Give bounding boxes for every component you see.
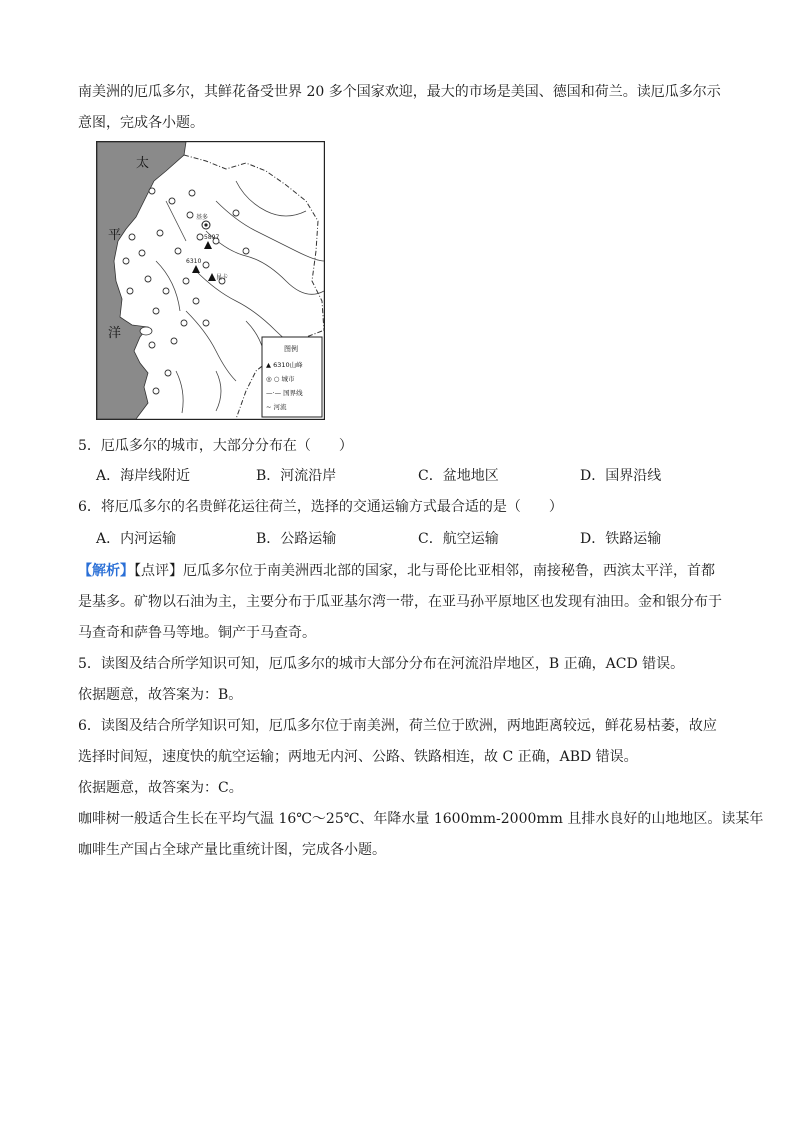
q5-option-c[interactable]: C．盆地地区 <box>418 468 499 484</box>
intro-line-2: 意图，完成各小题。 <box>78 115 204 131</box>
answer-5-explanation: 5．读图及结合所学知识可知，厄瓜多尔的城市大部分分布在河流沿岸地区，B 正确，ACD 错误。 <box>78 656 685 672</box>
q5-option-b[interactable]: B．河流沿岸 <box>256 468 337 484</box>
answer-6-explanation-1: 6．读图及结合所学知识可知，厄瓜多尔位于南美洲，荷兰位于欧洲，两地距离较远，鲜花易枯萎，故应 <box>78 718 717 734</box>
ocean-char-2: 平 <box>108 228 122 243</box>
legend-item-border: —·— 国界线 <box>266 389 303 397</box>
analysis-line-2: 是基多。矿物以石油为主，主要分布于瓜亚基尔湾一带，在亚马孙平原地区也发现有油田。金和银分布于 <box>78 594 722 610</box>
ecuador-map <box>96 141 325 420</box>
city-label-quito: 基多 <box>196 214 209 221</box>
intro-line-1: 南美洲的厄瓜多尔，其鲜花备受世界 20 多个国家欢迎，最大的市场是美国、德国和荷兰。读厄瓜多尔示 <box>78 84 721 100</box>
city-label-cuenca: 昆卡 <box>216 274 229 281</box>
coffee-intro-line-2: 咖啡生产国占全球产量比重统计图，完成各小题。 <box>78 842 386 858</box>
q6-option-b[interactable]: B．公路运输 <box>256 531 337 547</box>
peak-label-1: 5897 <box>204 234 220 241</box>
map-legend <box>262 337 322 417</box>
comment-tag: 【点评】 <box>134 563 183 579</box>
analysis-line-1: 【解析】【点评】厄瓜多尔位于南美洲西北部的国家，北与哥伦比亚相邻，南接秘鲁，西滨太平洋，首都 <box>78 563 715 579</box>
legend-item-peak: ▲ 6310山峰 <box>266 361 303 369</box>
q6-option-c[interactable]: C．航空运输 <box>418 531 499 547</box>
peak-label-2: 6310 <box>186 258 202 265</box>
legend-item-river: ~ 河流 <box>266 403 287 411</box>
legend-title: 图例 <box>284 345 298 353</box>
q5-option-d[interactable]: D．国界沿线 <box>580 468 662 484</box>
legend-item-city: ◎ ○ 城市 <box>266 375 295 383</box>
q5-option-a[interactable]: A．海岸线附近 <box>96 468 191 484</box>
analysis-tag: 【解析】 <box>78 563 134 579</box>
coffee-intro-line-1: 咖啡树一般适合生长在平均气温 16℃～25℃、年降水量 1600mm-2000mm 且排水良好的山地地区。读某年 <box>78 811 764 827</box>
analysis-line-3: 马查奇和萨鲁马等地。铜产于马查奇。 <box>78 625 316 641</box>
q6-option-d[interactable]: D．铁路运输 <box>580 531 662 547</box>
ocean-char-1: 太 <box>136 156 150 171</box>
ocean-char-3: 洋 <box>108 326 122 341</box>
question-6-stem: 6．将厄瓜多尔的名贵鲜花运往荷兰，选择的交通运输方式最合适的是（ ） <box>78 499 563 515</box>
answer-6-explanation-2: 选择时间短，速度快的航空运输；两地无内河、公路、铁路相连，故 C 正确，ABD 错误。 <box>78 749 638 765</box>
question-5-stem: 5．厄瓜多尔的城市，大部分分布在（ ） <box>78 438 353 454</box>
q6-option-a[interactable]: A．内河运输 <box>96 531 177 547</box>
answer-5-result: 依据题意，故答案为：B。 <box>78 687 243 703</box>
answer-6-result: 依据题意，故答案为：C。 <box>78 780 243 796</box>
